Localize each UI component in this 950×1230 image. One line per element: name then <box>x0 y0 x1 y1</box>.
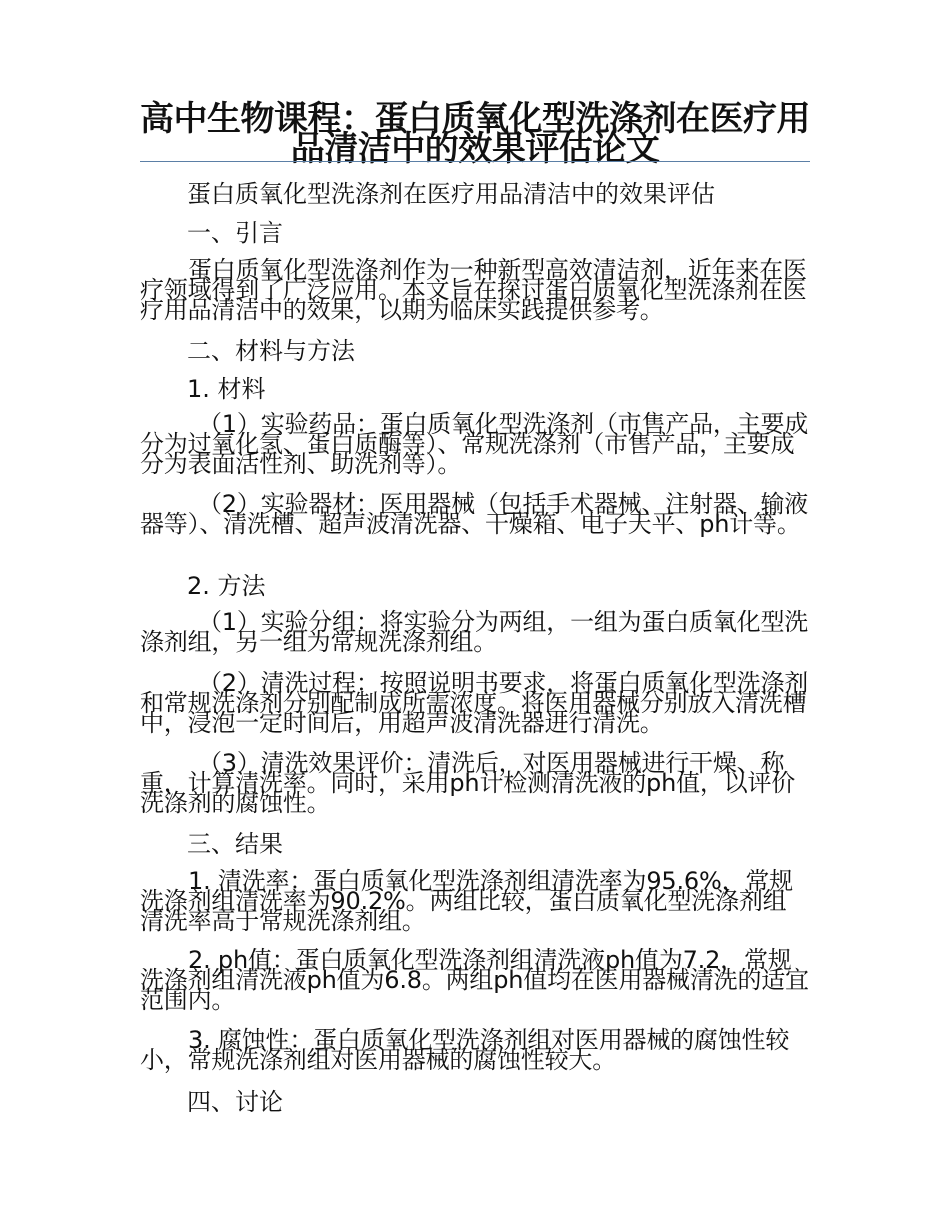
section-heading-discussion: 四、讨论 <box>187 1088 283 1116</box>
paragraph-method-2: （2）清洗过程：按照说明书要求，将蛋白质氧化型洗涤剂和常规洗涤剂分别配制成所需浓度。将医用器械分别放入清洗槽中，浸泡一定时间后，用超声波清洗器进行清洗。 <box>140 669 809 737</box>
paragraph-method-1: （1）实验分组：将实验分为两组，一组为蛋白质氧化型洗涤剂组，另一组为常规洗涤剂组。 <box>140 608 809 656</box>
paragraph-method-3: （3）清洗效果评价：清洗后，对医用器械进行干燥、称重，计算清洗率。同时，采用ph计检测清洗液的ph值，以评价洗涤剂的腐蚀性。 <box>140 749 796 817</box>
section-heading-results: 三、结果 <box>187 830 283 858</box>
paragraph-intro: 蛋白质氧化型洗涤剂作为一种新型高效清洁剂，近年来在医疗领域得到了广泛应用。本文旨在探讨蛋白质氧化型洗涤剂在医疗用品清洁中的效果，以期为临床实践提供参考。 <box>140 256 807 324</box>
paragraph-materials-2: （2）实验器材：医用器械（包括手术器械、注射器、输液器等）、清洗槽、超声波清洗器、干燥箱、电子天平、ph计等。 <box>140 490 809 538</box>
subheading-materials: 1. 材料 <box>187 375 266 403</box>
paragraph-result-3: 3. 腐蚀性：蛋白质氧化型洗涤剂组对医用器械的腐蚀性较小，常规洗涤剂组对医用器械的腐蚀性较大。 <box>140 1026 790 1074</box>
document-title: 高中生物课程：蛋白质氧化型洗涤剂在医疗用品清洁中的效果评估论文 <box>140 99 810 169</box>
paragraph-result-2: 2. ph值：蛋白质氧化型洗涤剂组清洗液ph值为7.2，常规洗涤剂组清洗液ph值为6.8。两组ph值均在医用器械清洗的适宜范围内。 <box>140 946 809 1014</box>
section-heading-intro: 一、引言 <box>187 219 283 247</box>
paragraph-result-1: 1. 清洗率：蛋白质氧化型洗涤剂组清洗率为95.6%，常规洗涤剂组清洗率为90.2%。两组比较，蛋白质氧化型洗涤剂组清洗率高于常规洗涤剂组。 <box>140 867 793 935</box>
subheading-method: 2. 方法 <box>187 572 266 600</box>
section-heading-methods: 二、材料与方法 <box>187 337 355 365</box>
title-underline <box>140 161 810 162</box>
document-subtitle: 蛋白质氧化型洗涤剂在医疗用品清洁中的效果评估 <box>187 180 715 208</box>
paragraph-materials-1: （1）实验药品：蛋白质氧化型洗涤剂（市售产品，主要成分为过氧化氢、蛋白质酶等）、常规洗涤剂（市售产品，主要成分为表面活性剂、助洗剂等）。 <box>140 410 809 478</box>
